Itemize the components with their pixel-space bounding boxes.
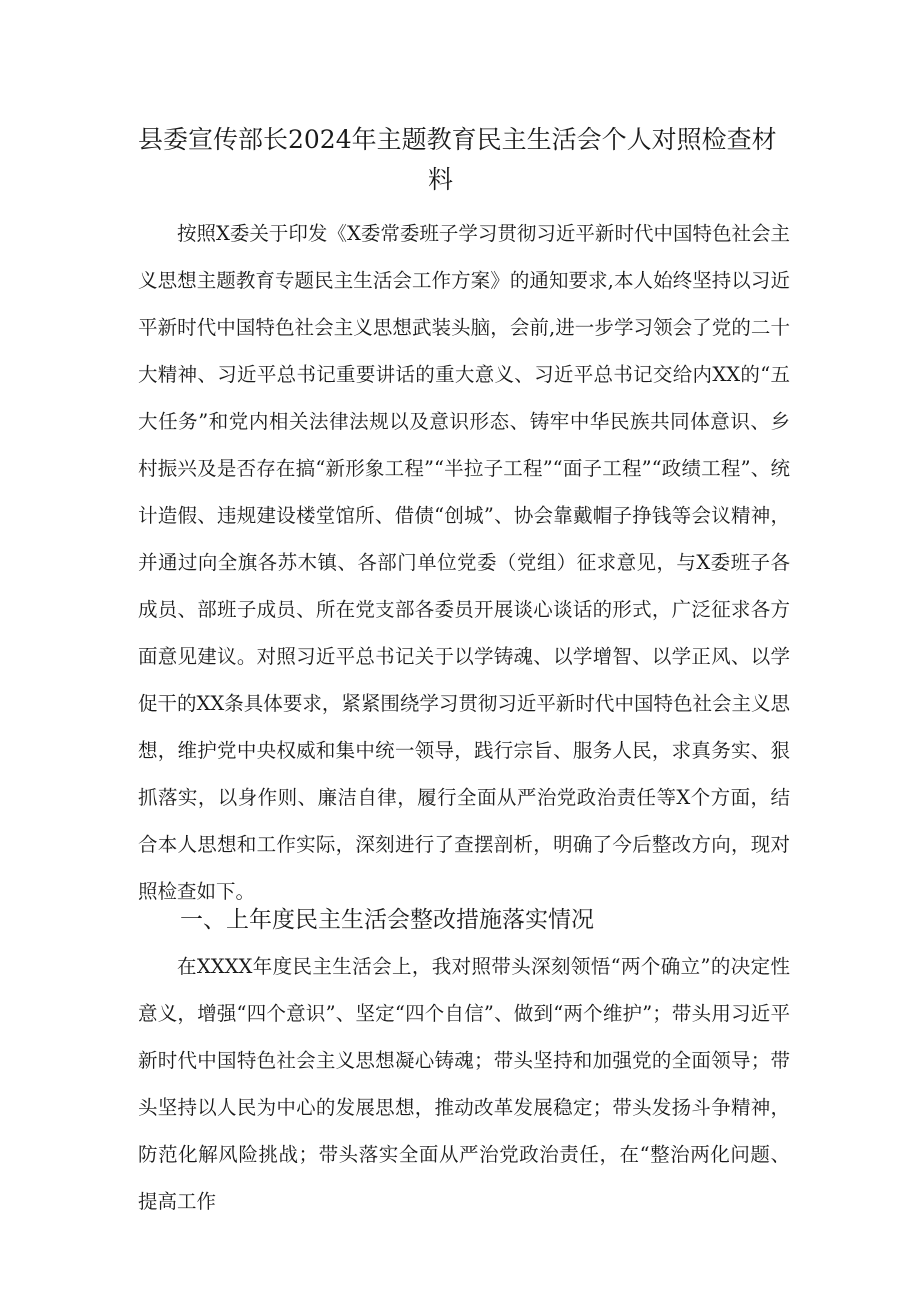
section-1-paragraph: 在XXXX年度民主生活会上，我对照带头深刻领悟“两个确立”的决定性意义，增强“四个意识”、坚定“四个自信”、做到“两个维护”；带头用习近平新时代中国特色社会主义思想凝心铸魂；带头坚持和加强党的全面领导；带头坚持以人民为中心的发展思想，推动改革发展稳定；带头发扬斗争精神，防范化解风险挑战；带头落实全面从严治党政治责任，在“整治两化问题、提高工作 [138, 955, 790, 1213]
document-title [138, 120, 798, 200]
intro-paragraph: 按照X委关于印发《X委常委班子学习贯彻习近平新时代中国特色社会主义思想主题教育专题民主生活会工作方案》的通知要求,本人始终坚持以习近平新时代中国特色社会主义思想武装头脑，会前,进一步学习领会了党的二十大精神、习近平总书记重要讲话的重大意义、习近平总书记交给内XX的“五大任务”和党内相关法律法规以及意识形态、铸牢中华民族共同体意识、乡村振兴及是否存在搞“新形象工程”“半拉子工程”“面子工程”“政绩工程”、统计造假、违规建设楼堂馆所、借债“创城”、协会靠戴帽子挣钱等会议精神，并通过向全旗各苏木镇、各部门单位党委（党组）征求意见，与X委班子各成员、部班子成员、所在党支部各委员开展谈心谈话的形式，广泛征求各方面意见建议。对照习近平总书记关于以学铸魂、以学增智、以学正风、以学促干的XX条具体要求，紧紧围绕学习贯彻习近平新时代中国特色社会主义思想，维护党中央权威和集中统一领导，践行宗旨、服务人民，求真务实、狠抓落实，以身作则、廉洁自律，履行全面从严治党政治责任等X个方面，结合本人思想和工作实际，深刻进行了查摆剖析，明确了今后整改方向，现对照检查如下。 [138, 222, 790, 903]
title-line-1: 县委宣传部长2024年主题教育民主生活会个人对照检查材 [138, 125, 777, 154]
section-1-heading: 一、上年度民主生活会整改措施落实情况 [180, 907, 594, 933]
title-line-2: 料 [428, 165, 454, 194]
